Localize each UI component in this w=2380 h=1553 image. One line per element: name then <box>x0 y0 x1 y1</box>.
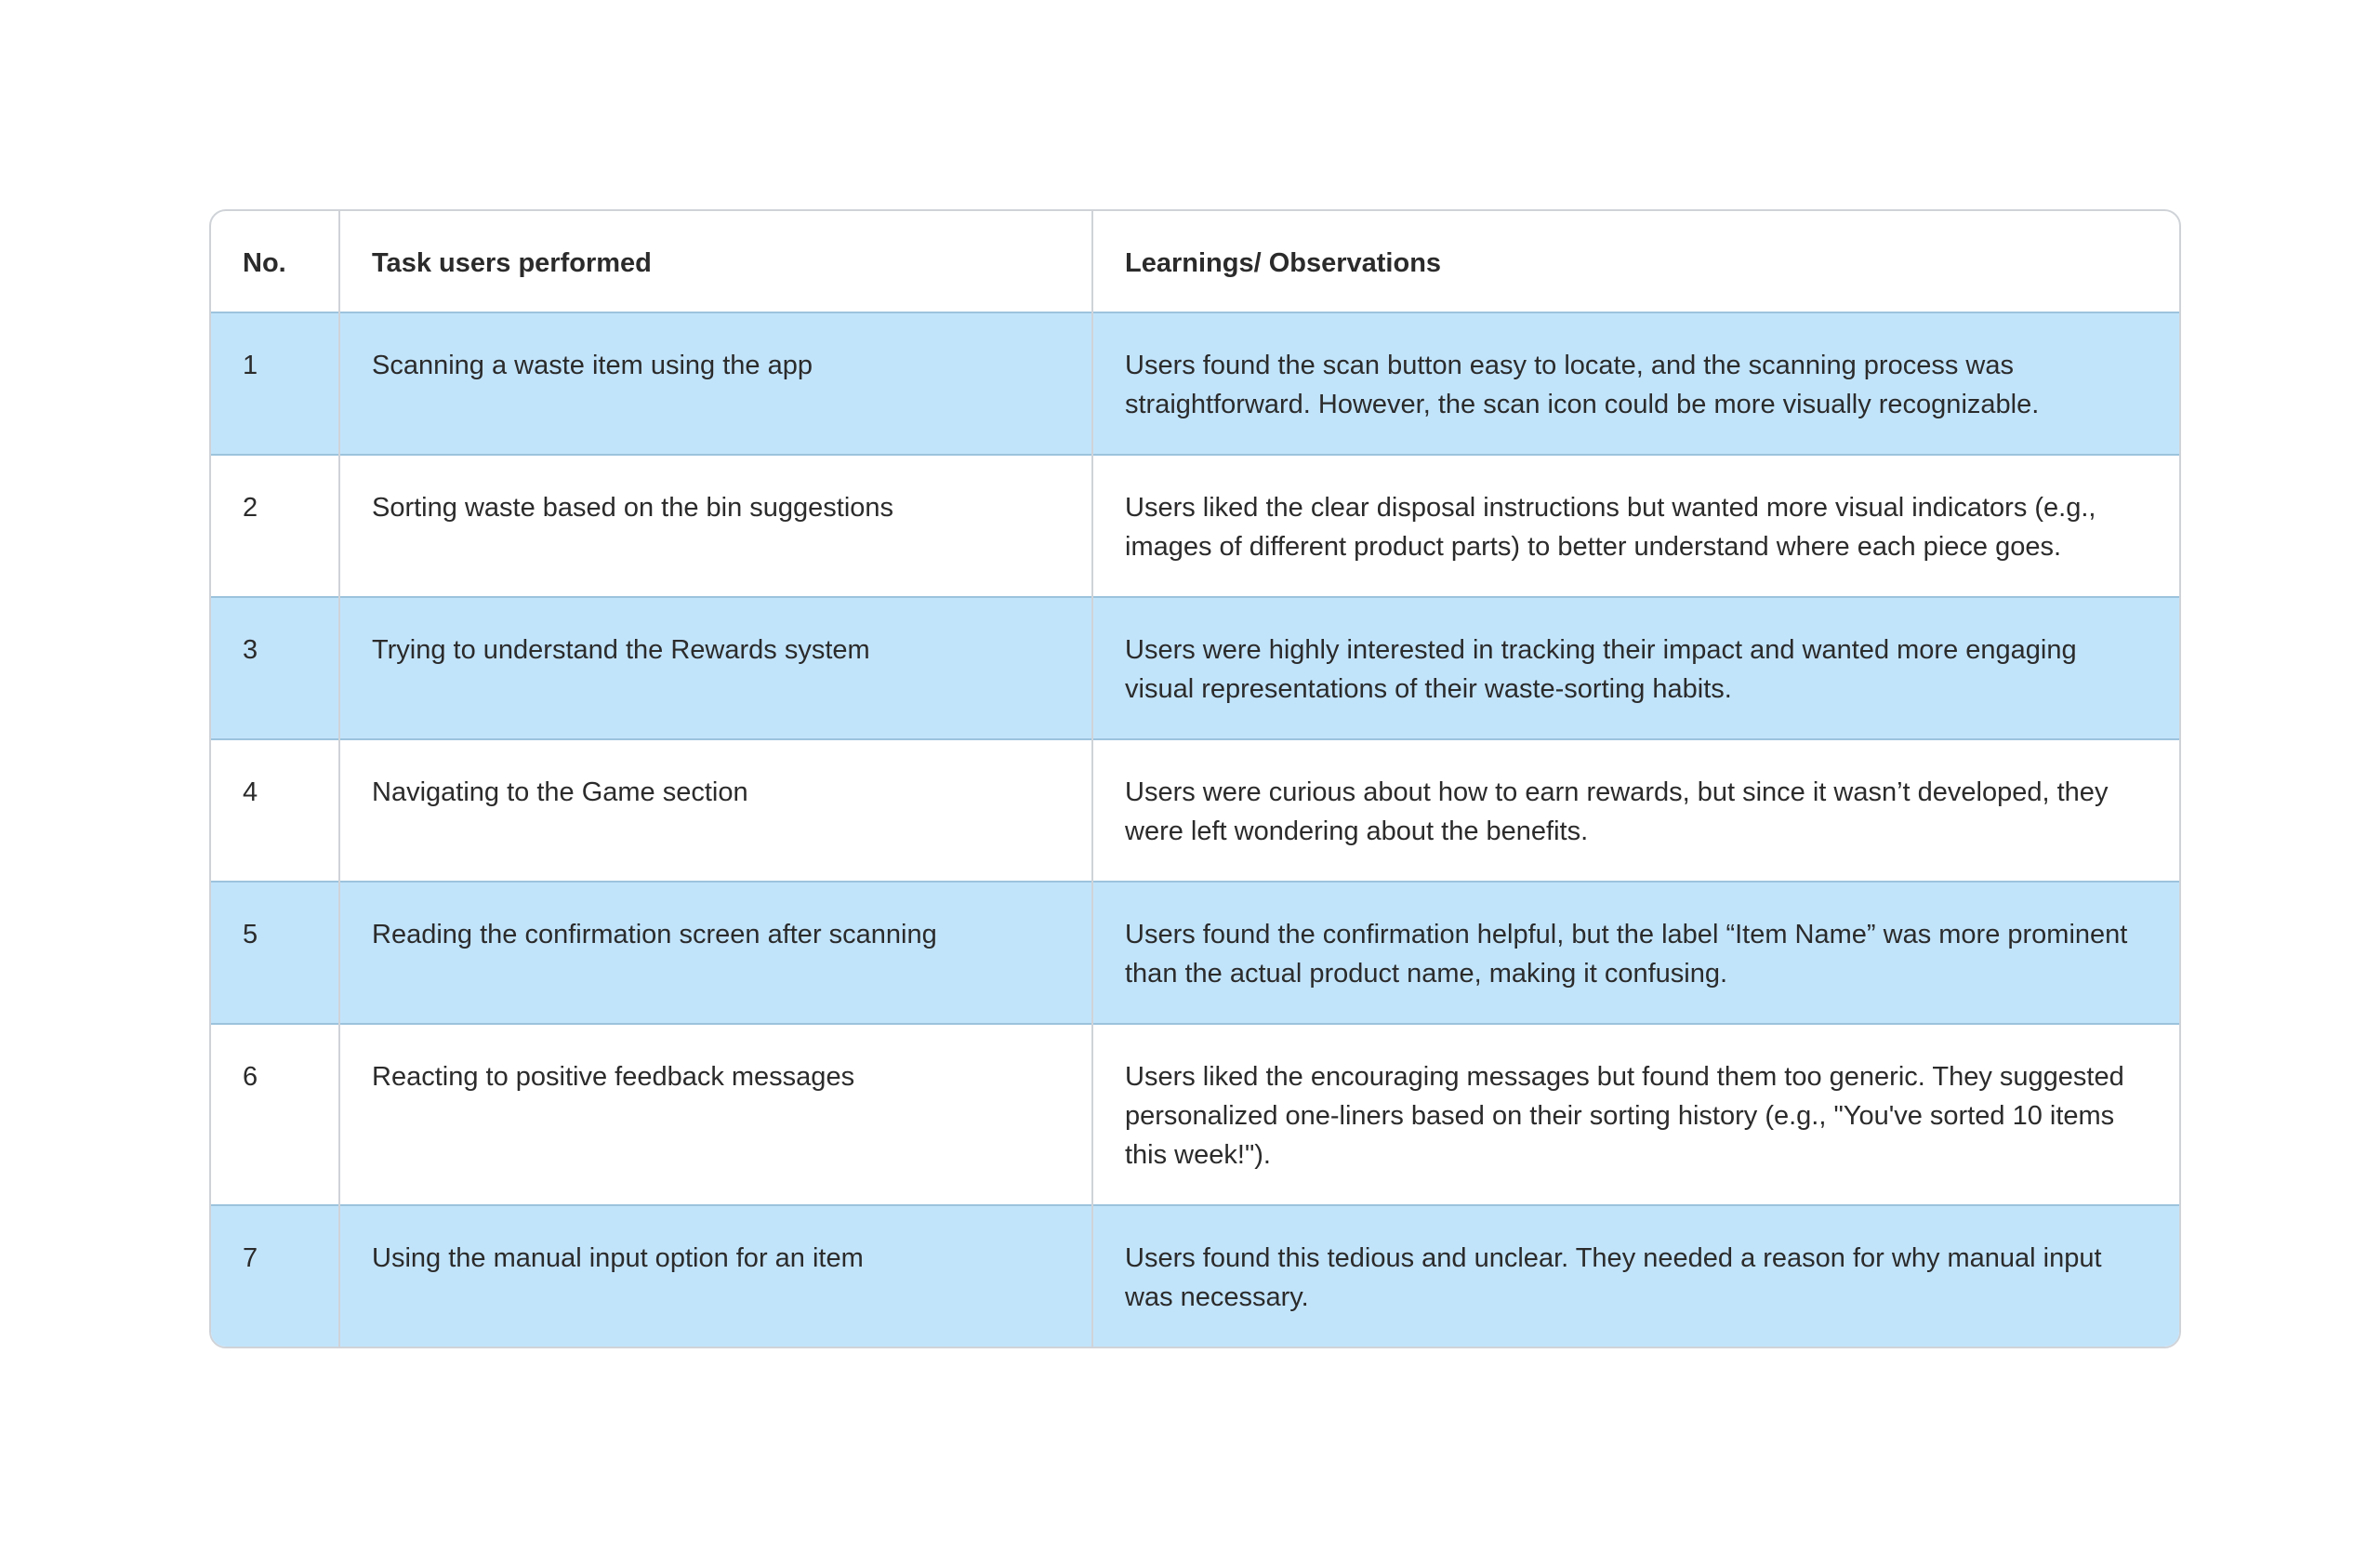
row-observation: Users found the confirmation helpful, but the label “Item Name” was more prominent than the actual product name, making it confusing. <box>1092 882 2179 1024</box>
findings-table <box>211 211 2179 1347</box>
row-number: 3 <box>211 597 339 739</box>
row-task: Reacting to positive feedback messages <box>339 1024 1092 1205</box>
row-observation: Users liked the clear disposal instructions but wanted more visual indicators (e.g., images of different product parts) to better understand where each piece goes. <box>1092 455 2179 597</box>
row-observation: Users found this tedious and unclear. They needed a reason for why manual input was necessary. <box>1092 1205 2179 1347</box>
row-observation: Users were highly interested in tracking their impact and wanted more engaging visual representations of their waste-sorting habits. <box>1092 597 2179 739</box>
table-row <box>211 882 2179 1024</box>
header-observations: Learnings/ Observations <box>1092 211 2179 312</box>
row-task: Navigating to the Game section <box>339 739 1092 882</box>
header-no: No. <box>243 248 286 278</box>
table-row <box>211 739 2179 882</box>
header-row <box>211 211 2179 312</box>
table-row <box>211 1205 2179 1347</box>
row-observation: Users liked the encouraging messages but found them too generic. They suggested personalized one-liners based on their sorting history (e.g., "You've sorted 10 items this week!"). <box>1092 1024 2179 1205</box>
table-row <box>211 455 2179 597</box>
row-task: Scanning a waste item using the app <box>339 312 1092 455</box>
row-task: Trying to understand the Rewards system <box>339 597 1092 739</box>
row-observation: Users found the scan button easy to locate, and the scanning process was straightforward. However, the scan icon could be more visually recognizable. <box>1092 312 2179 455</box>
row-task: Using the manual input option for an item <box>339 1205 1092 1347</box>
table-row <box>211 1024 2179 1205</box>
header-task: Task users performed <box>339 211 1092 312</box>
row-task: Reading the confirmation screen after scanning <box>339 882 1092 1024</box>
row-number: 1 <box>211 312 339 455</box>
row-number: 7 <box>211 1205 339 1347</box>
table-row <box>211 312 2179 455</box>
row-number: 5 <box>211 882 339 1024</box>
row-observation: Users were curious about how to earn rewards, but since it wasn’t developed, they were left wondering about the benefits. <box>1092 739 2179 882</box>
row-number: 4 <box>211 739 339 882</box>
row-task: Sorting waste based on the bin suggestions <box>339 455 1092 597</box>
row-number: 6 <box>211 1024 339 1205</box>
usability-findings-table <box>209 209 2181 1348</box>
row-number: 2 <box>211 455 339 597</box>
table-row <box>211 597 2179 739</box>
